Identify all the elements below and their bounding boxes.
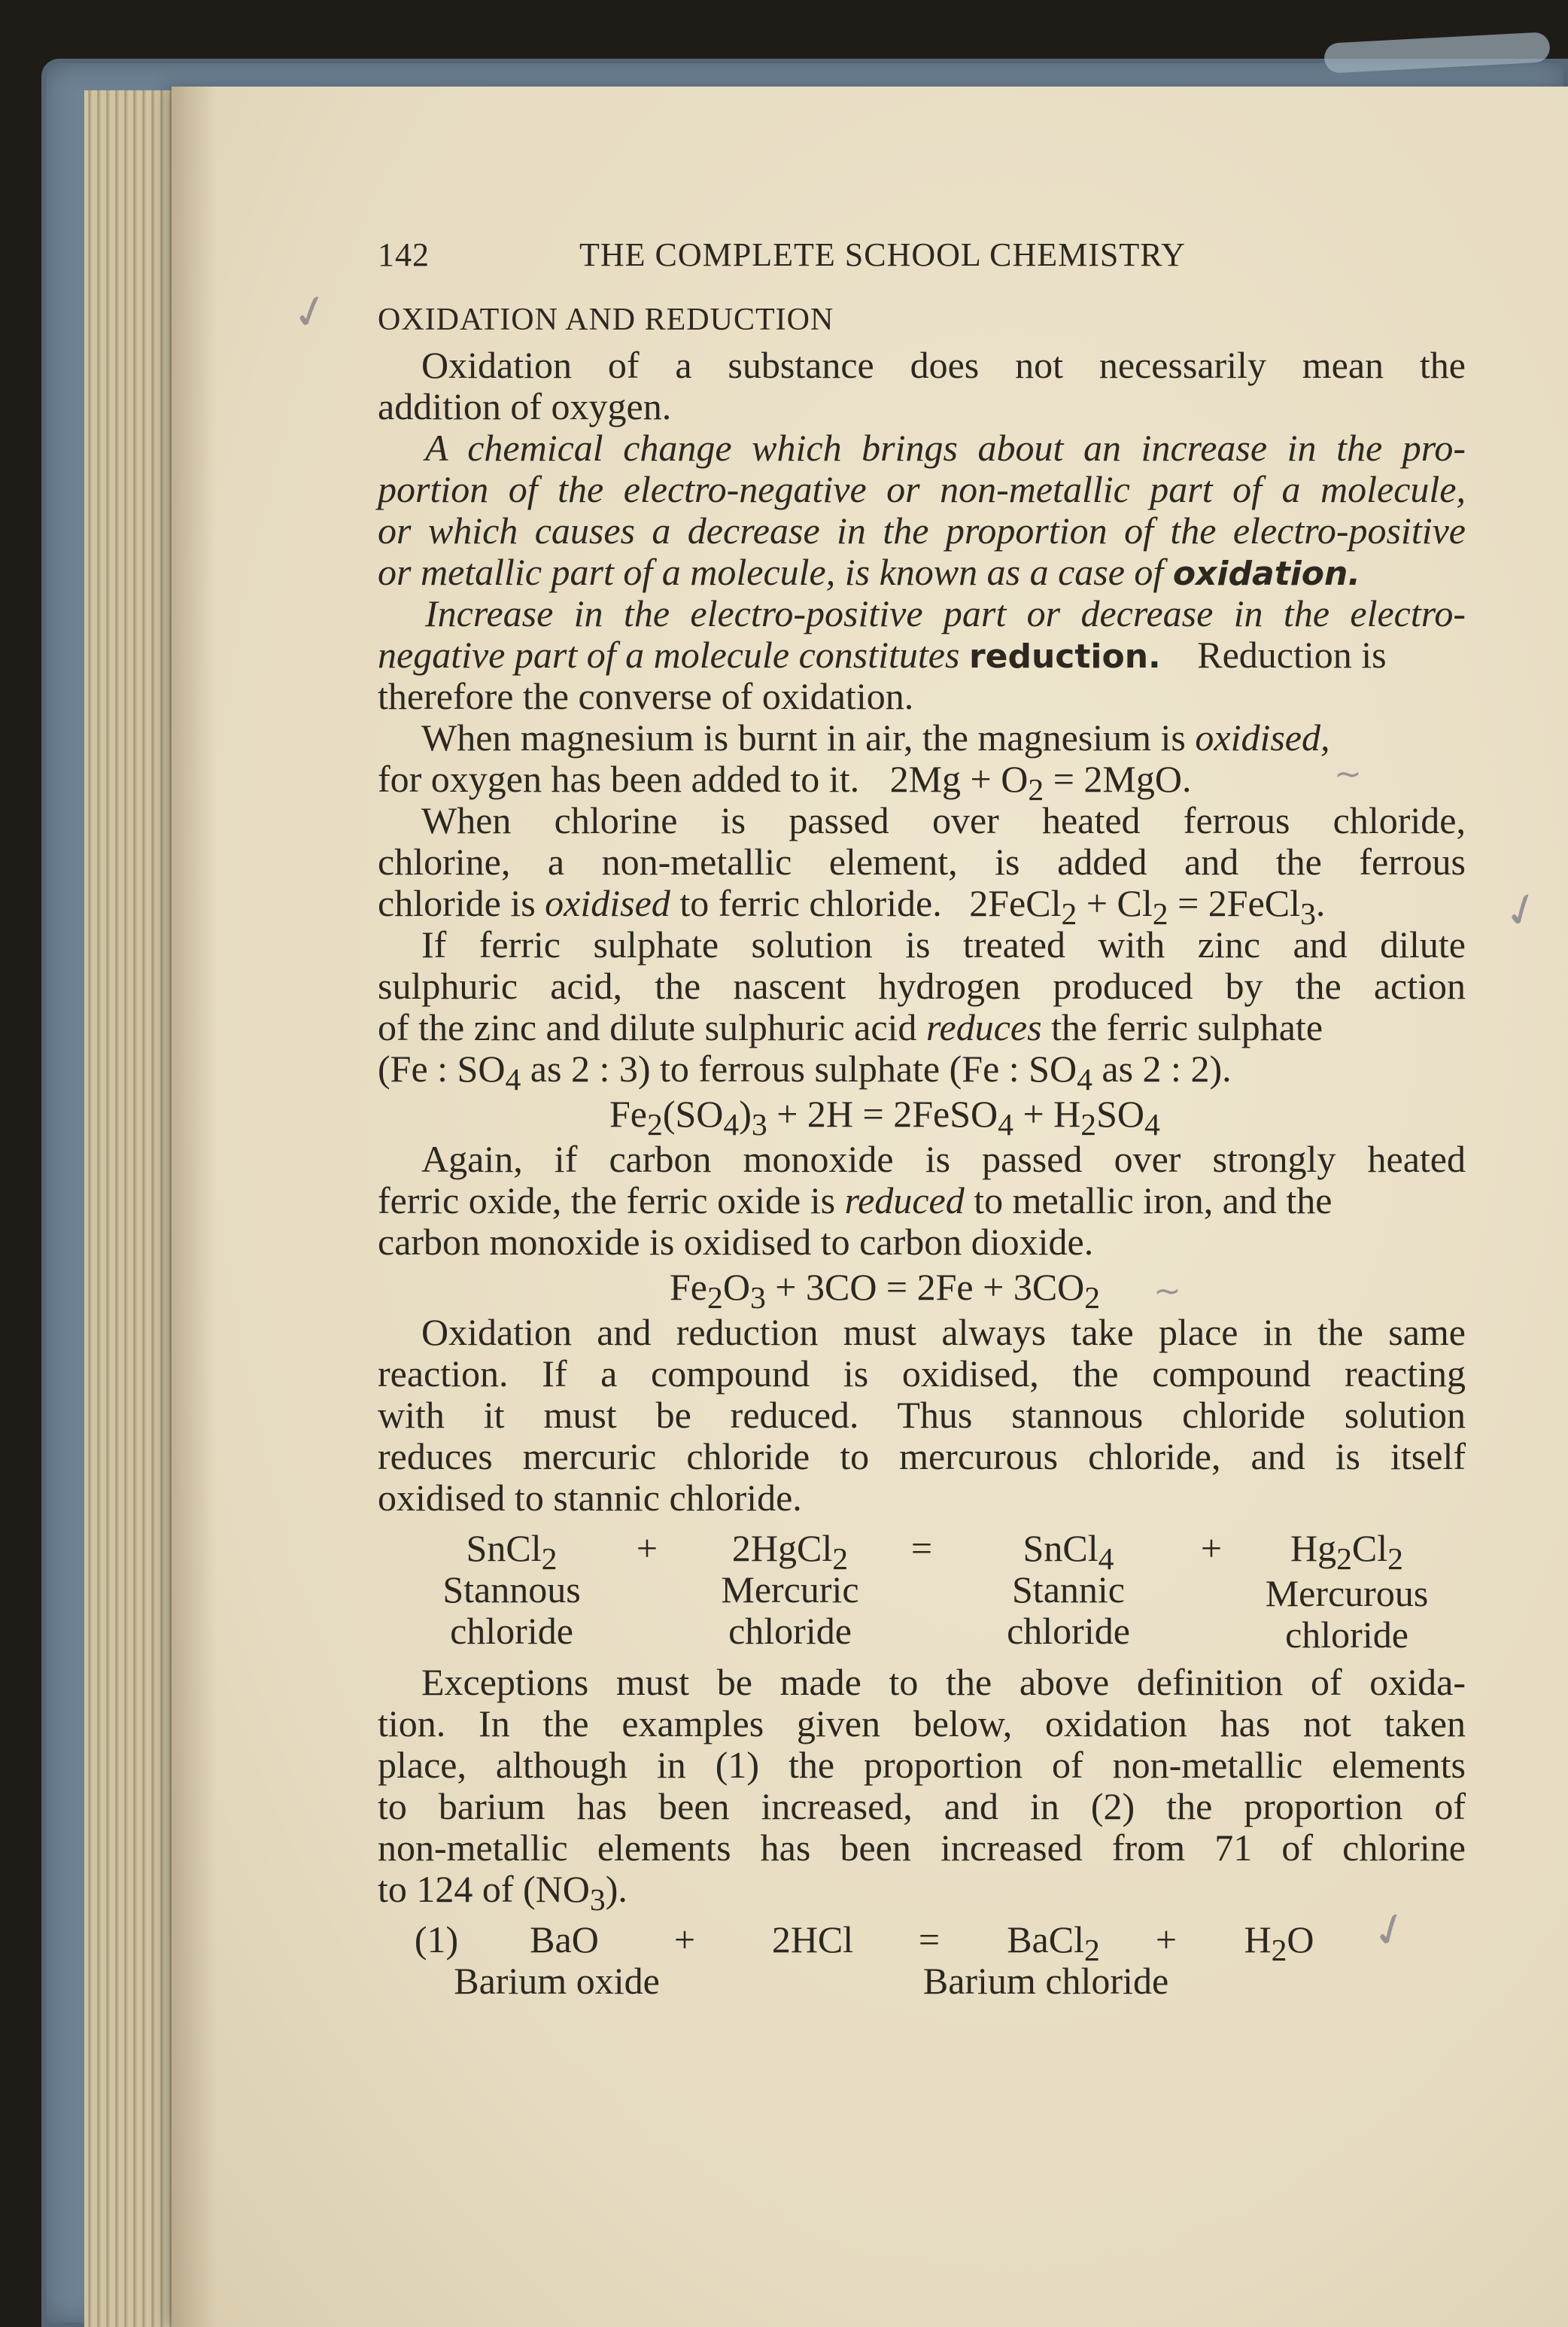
body-line: Increase in the electro-positive part or decrease in the electro- bbox=[425, 592, 1466, 634]
body-line: Again, if carbon monoxide is passed over strongly heated bbox=[421, 1138, 1466, 1180]
equation-term: SnCl$_4$ bbox=[1023, 1527, 1114, 1577]
body-line: If ferric sulphate solution is treated with zinc and dilute bbox=[421, 923, 1466, 966]
plain-text: for oxygen has been added to it. bbox=[378, 758, 860, 800]
body-line: carbon monoxide is oxidised to carbon dioxide. bbox=[378, 1221, 1094, 1263]
italic-text: or metallic part of a molecule, is known as a case of bbox=[378, 551, 1164, 593]
body-line: When chlorine is passed over heated ferrous chloride, bbox=[421, 799, 1466, 841]
body-line: or which causes a decrease in the proportion of the electro-positive bbox=[378, 510, 1466, 552]
equation-term: $H_2O$ bbox=[1244, 1918, 1314, 1968]
pencil-check-mark: ✓ bbox=[285, 281, 336, 343]
body-line: non-metallic elements has been increased from 71 of chlorine bbox=[378, 1827, 1466, 1869]
compound-name: Stannic bbox=[1012, 1568, 1125, 1611]
section-title: OXIDATION AND REDUCTION bbox=[378, 303, 834, 337]
equation-operator: + bbox=[1155, 1918, 1178, 1960]
italic-text: negative part of a molecule constitutes bbox=[378, 634, 960, 676]
body-line: with it must be reduced. Thus stannous chloride solution bbox=[378, 1394, 1466, 1436]
body-line bbox=[378, 552, 1360, 595]
italic-text: reduces bbox=[925, 1006, 1042, 1048]
body-line: oxidised to stannic chloride. bbox=[378, 1477, 802, 1519]
equation-operator: = bbox=[918, 1918, 940, 1960]
plain-text: of the zinc and dilute sulphuric acid bbox=[378, 1006, 917, 1048]
equation-fe2so4: $Fe_2(SO_4)_3 + 2H$ = 2FeSO$_4$ + $H_2SO_4$ bbox=[609, 1093, 1160, 1142]
running-title: THE COMPLETE SCHOOL CHEMISTRY bbox=[579, 236, 1186, 273]
plain-text: to ferric chloride. bbox=[679, 882, 942, 924]
italic-text: reduced bbox=[844, 1179, 965, 1221]
equation-term: 2HgCl$_2$ bbox=[731, 1527, 849, 1577]
body-line: portion of the electro-negative or non-metallic part of a molecule, bbox=[378, 468, 1466, 510]
italic-text: oxidised bbox=[545, 882, 670, 924]
compound-name: chloride bbox=[1007, 1610, 1130, 1652]
compound-name: chloride bbox=[450, 1610, 573, 1652]
body-line: addition of oxygen. bbox=[378, 385, 672, 427]
body-line: reaction. If a compound is oxidised, the compound reacting bbox=[378, 1352, 1466, 1395]
equation-operator: + bbox=[636, 1527, 658, 1569]
italic-text: oxidised, bbox=[1195, 716, 1330, 759]
pencil-tick-mark: ✓ bbox=[1495, 879, 1549, 942]
body-line: therefore the converse of oxidation. bbox=[378, 675, 914, 717]
body-line: tion. In the examples given below, oxidation has not taken bbox=[378, 1702, 1466, 1744]
equation-operator: + bbox=[673, 1918, 696, 1960]
pencil-check-mark: ✓ bbox=[1363, 1899, 1418, 1962]
equation-term: SnCl$_2$ bbox=[466, 1527, 558, 1577]
term-reduction: reduction. bbox=[968, 637, 1161, 676]
equation-mg: $2Mg + O_2 = 2MgO$. bbox=[889, 758, 1192, 808]
body-line: sulphuric acid, the nascent hydrogen produced by the action bbox=[378, 965, 1466, 1007]
body-line: reduces mercuric chloride to mercurous chloride, and is itself bbox=[378, 1435, 1466, 1477]
plain-text: Reduction is bbox=[1197, 634, 1387, 676]
equation-label: (1) bbox=[414, 1918, 459, 1960]
body-line: (Fe : $SO_4$ as 2 : 3) to ferrous sulphate (Fe : $SO_4$ as 2 : 2). bbox=[378, 1048, 1232, 1097]
body-line: Oxidation and reduction must always take place in the same bbox=[421, 1311, 1466, 1353]
equation-term: $Hg_2Cl_2$ bbox=[1290, 1527, 1403, 1577]
pencil-tick-mark: ~ bbox=[1153, 1272, 1181, 1310]
body-line bbox=[378, 1007, 1323, 1048]
body-line: Oxidation of a substance does not necessarily mean the bbox=[421, 344, 1466, 386]
plain-text: the ferric sulphate bbox=[1051, 1006, 1323, 1048]
pencil-tick-mark: ~ bbox=[1334, 755, 1362, 793]
body-line: ferric oxide, the ferric oxide is reduced to metallic iron, and the bbox=[378, 1179, 1332, 1221]
body-line: A chemical change which brings about an increase in the pro- bbox=[425, 427, 1466, 469]
body-line: Exceptions must be made to the above definition of oxida- bbox=[421, 1661, 1466, 1703]
page-number: 142 bbox=[378, 236, 430, 273]
compound-name: chloride bbox=[1285, 1614, 1408, 1656]
compound-name: Barium oxide bbox=[454, 1960, 660, 2002]
plain-text: When magnesium is burnt in air, the magnesium is bbox=[421, 716, 1186, 759]
equation-operator: + bbox=[1200, 1527, 1223, 1569]
plain-text: chloride is bbox=[378, 882, 536, 924]
equation-operator: = bbox=[910, 1527, 933, 1569]
equation-fe2o3: $Fe_2O_3 + 3CO = 2Fe + 3CO_2$ bbox=[670, 1266, 1101, 1316]
body-line bbox=[421, 717, 1330, 758]
body-line: chlorine, a non-metallic element, is added and the ferrous bbox=[378, 841, 1466, 883]
equation-term: BaCl$_2$ bbox=[1007, 1918, 1100, 1968]
body-line: place, although in (1) the proportion of non-metallic elements bbox=[378, 1744, 1466, 1786]
term-oxidation: oxidation. bbox=[1172, 555, 1361, 593]
compound-name: chloride bbox=[728, 1610, 852, 1652]
equation-term: 2HCl bbox=[771, 1918, 854, 1960]
body-line: to 124 of $(NO_3)$. bbox=[378, 1868, 628, 1918]
compound-name: Barium chloride bbox=[922, 1960, 1169, 2002]
compound-name: Mercuric bbox=[721, 1568, 859, 1611]
compound-name: Stannous bbox=[442, 1568, 581, 1611]
compound-name: Mercurous bbox=[1265, 1572, 1429, 1614]
body-line bbox=[378, 634, 1387, 677]
equation-term: BaO bbox=[530, 1918, 599, 1960]
body-line: to barium has been increased, and in (2) the proportion of bbox=[378, 1785, 1466, 1827]
equation-fecl: 2FeCl$_2$ + $Cl_2$ = 2FeCl$_3$. bbox=[969, 882, 1326, 932]
